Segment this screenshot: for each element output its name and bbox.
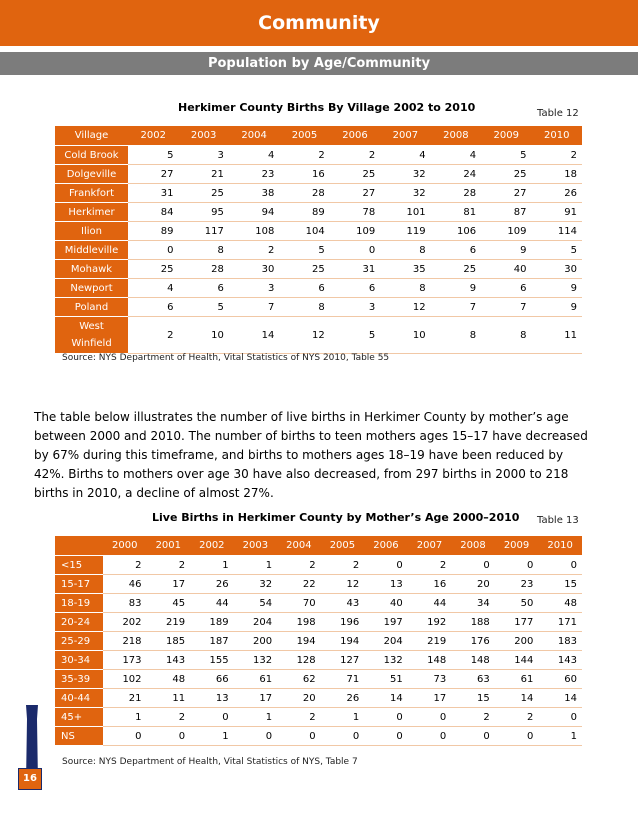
table-cell: 16	[408, 575, 452, 594]
column-header: 2001	[147, 536, 191, 556]
table-cell: 9	[431, 279, 481, 298]
table-cell: 155	[190, 651, 234, 670]
table-cell: 143	[538, 651, 582, 670]
table-cell: 0	[451, 556, 495, 575]
table-cell: 0	[103, 727, 147, 746]
births-by-age-table	[55, 536, 582, 746]
table-cell: 6	[481, 279, 531, 298]
table-row	[55, 317, 582, 354]
table-cell: 109	[481, 222, 531, 241]
table-cell: 44	[408, 594, 452, 613]
table-cell: 189	[190, 613, 234, 632]
column-header: 2006	[364, 536, 408, 556]
table-cell: 4	[380, 146, 430, 165]
table-cell: 204	[234, 613, 278, 632]
table-cell: 51	[364, 670, 408, 689]
table-row	[55, 651, 582, 670]
table-cell: 9	[532, 298, 583, 317]
births-by-village-table	[55, 126, 582, 354]
table-cell: 27	[330, 184, 380, 203]
table-cell: 27	[481, 184, 531, 203]
table-cell: 48	[147, 670, 191, 689]
table-cell: 219	[408, 632, 452, 651]
table-cell: 24	[431, 165, 481, 184]
table-cell: 32	[380, 165, 430, 184]
table-cell: 31	[330, 260, 380, 279]
table-cell: 71	[321, 670, 365, 689]
table-cell: 4	[229, 146, 279, 165]
table-cell: 5	[279, 241, 329, 260]
table-cell: 132	[234, 651, 278, 670]
table13-title: Live Births in Herkimer County by Mother’s Age 2000–2010	[152, 511, 520, 524]
table-cell: 87	[481, 203, 531, 222]
table-cell: 6	[279, 279, 329, 298]
table-cell: 14	[364, 689, 408, 708]
table-cell: 28	[431, 184, 481, 203]
table-cell: 0	[147, 727, 191, 746]
table-cell: 119	[380, 222, 430, 241]
row-label-line: West	[79, 321, 104, 332]
table-cell: 91	[532, 203, 583, 222]
table-cell: 0	[408, 727, 452, 746]
row-label: 35-39	[55, 670, 103, 689]
table-cell: 11	[147, 689, 191, 708]
table-cell: 0	[538, 708, 582, 727]
table-cell: 31	[128, 184, 178, 203]
table-cell: 8	[481, 317, 531, 354]
table-cell: 188	[451, 613, 495, 632]
table-cell: 21	[178, 165, 228, 184]
table-cell: 89	[279, 203, 329, 222]
table-cell: 35	[380, 260, 430, 279]
table-cell: 0	[330, 241, 380, 260]
table-cell: 0	[538, 556, 582, 575]
table-cell: 30	[532, 260, 583, 279]
table-cell: 12	[279, 317, 329, 354]
row-label	[55, 317, 128, 354]
table-cell: 13	[364, 575, 408, 594]
table-cell: 0	[234, 727, 278, 746]
table-cell: 0	[321, 727, 365, 746]
table-header-row	[55, 536, 582, 556]
table-cell: 61	[495, 670, 539, 689]
column-header: 2009	[495, 536, 539, 556]
table-cell: 2	[321, 556, 365, 575]
table-cell: 32	[234, 575, 278, 594]
row-label: NS	[55, 727, 103, 746]
table-cell: 30	[229, 260, 279, 279]
table-cell: 143	[147, 651, 191, 670]
table-cell: 26	[321, 689, 365, 708]
table-cell: 2	[495, 708, 539, 727]
table-cell: 194	[321, 632, 365, 651]
table-row	[55, 613, 582, 632]
row-label: 30-34	[55, 651, 103, 670]
table-cell: 83	[103, 594, 147, 613]
column-header: Village	[55, 126, 128, 146]
table-cell: 23	[229, 165, 279, 184]
table-cell: 1	[321, 708, 365, 727]
table-cell: 202	[103, 613, 147, 632]
table-cell: 114	[532, 222, 583, 241]
table-cell: 25	[178, 184, 228, 203]
column-header: 2005	[321, 536, 365, 556]
table-cell: 7	[229, 298, 279, 317]
table12-source: Source: NYS Department of Health, Vital Statistics of NYS 2010, Table 55	[62, 353, 390, 363]
table-cell: 2	[277, 708, 321, 727]
column-header: 2002	[128, 126, 178, 146]
table-row	[55, 575, 582, 594]
table-cell: 46	[103, 575, 147, 594]
table-cell: 176	[451, 632, 495, 651]
row-label: Frankfort	[55, 184, 128, 203]
row-label: Cold Brook	[55, 146, 128, 165]
column-header: 2007	[380, 126, 430, 146]
row-label: Mohawk	[55, 260, 128, 279]
table-cell: 0	[408, 708, 452, 727]
row-label: Poland	[55, 298, 128, 317]
table-cell: 104	[279, 222, 329, 241]
table-cell: 7	[431, 298, 481, 317]
row-label: Newport	[55, 279, 128, 298]
table-cell: 27	[128, 165, 178, 184]
table-cell: 81	[431, 203, 481, 222]
column-header: 2008	[431, 126, 481, 146]
table-cell: 173	[103, 651, 147, 670]
table-cell: 8	[380, 279, 430, 298]
column-header: 2004	[229, 126, 279, 146]
table-cell: 48	[538, 594, 582, 613]
table-cell: 17	[147, 575, 191, 594]
page-subtitle: Population by Age/Community	[0, 52, 638, 75]
table-cell: 32	[380, 184, 430, 203]
table-cell: 4	[431, 146, 481, 165]
table-cell: 22	[277, 575, 321, 594]
table-cell: 73	[408, 670, 452, 689]
table-cell: 0	[364, 708, 408, 727]
table-cell: 12	[321, 575, 365, 594]
table-cell: 6	[330, 279, 380, 298]
table-cell: 3	[330, 298, 380, 317]
table-cell: 62	[277, 670, 321, 689]
table-row	[55, 689, 582, 708]
table-cell: 10	[178, 317, 228, 354]
table-cell: 89	[128, 222, 178, 241]
table-cell: 1	[538, 727, 582, 746]
column-header: 2009	[481, 126, 531, 146]
table-cell: 94	[229, 203, 279, 222]
row-label: 20-24	[55, 613, 103, 632]
table-cell: 15	[538, 575, 582, 594]
table-cell: 0	[190, 708, 234, 727]
table-cell: 15	[451, 689, 495, 708]
table-cell: 0	[128, 241, 178, 260]
table-cell: 38	[229, 184, 279, 203]
table-cell: 1	[190, 556, 234, 575]
table-cell: 14	[495, 689, 539, 708]
table-cell: 194	[277, 632, 321, 651]
table-cell: 2	[330, 146, 380, 165]
table-cell: 66	[190, 670, 234, 689]
table13-source: Source: NYS Department of Health, Vital Statistics of NYS, Table 7	[62, 757, 358, 767]
table-cell: 5	[178, 298, 228, 317]
column-header: 2010	[538, 536, 582, 556]
table-cell: 44	[190, 594, 234, 613]
column-header: 2000	[103, 536, 147, 556]
table-row	[55, 670, 582, 689]
table-cell: 18	[532, 165, 583, 184]
table-cell: 128	[277, 651, 321, 670]
table-cell: 8	[178, 241, 228, 260]
table-cell: 132	[364, 651, 408, 670]
table-cell: 6	[178, 279, 228, 298]
table-cell: 109	[330, 222, 380, 241]
table-cell: 0	[451, 727, 495, 746]
table-cell: 2	[277, 556, 321, 575]
table-row	[55, 222, 582, 241]
table-cell: 2	[147, 556, 191, 575]
table-cell: 200	[495, 632, 539, 651]
table-cell: 25	[330, 165, 380, 184]
column-header: 2006	[330, 126, 380, 146]
table-cell: 127	[321, 651, 365, 670]
table-cell: 60	[538, 670, 582, 689]
page-title: Community	[0, 0, 638, 46]
column-header: 2010	[532, 126, 583, 146]
table-cell: 2	[229, 241, 279, 260]
table-row	[55, 298, 582, 317]
table-cell: 17	[234, 689, 278, 708]
table-row	[55, 632, 582, 651]
table-cell: 20	[451, 575, 495, 594]
table-cell: 9	[481, 241, 531, 260]
table-cell: 204	[364, 632, 408, 651]
column-header: 2003	[178, 126, 228, 146]
table-cell: 25	[279, 260, 329, 279]
table-cell: 9	[532, 279, 583, 298]
table-cell: 43	[321, 594, 365, 613]
row-label: 18-19	[55, 594, 103, 613]
row-label: Ilion	[55, 222, 128, 241]
table-cell: 8	[380, 241, 430, 260]
row-label: <15	[55, 556, 103, 575]
table-cell: 5	[532, 241, 583, 260]
table-cell: 14	[538, 689, 582, 708]
table-cell: 12	[380, 298, 430, 317]
row-label: 45+	[55, 708, 103, 727]
table-cell: 1	[234, 708, 278, 727]
table-row	[55, 165, 582, 184]
table-cell: 101	[380, 203, 430, 222]
row-label: Dolgeville	[55, 165, 128, 184]
table-cell: 25	[481, 165, 531, 184]
table-row	[55, 184, 582, 203]
table-cell: 34	[451, 594, 495, 613]
table-cell: 26	[532, 184, 583, 203]
table-cell: 198	[277, 613, 321, 632]
table-row	[55, 708, 582, 727]
table-row	[55, 260, 582, 279]
table-cell: 2	[103, 556, 147, 575]
table-cell: 28	[279, 184, 329, 203]
table-cell: 84	[128, 203, 178, 222]
table-cell: 70	[277, 594, 321, 613]
table-cell: 7	[481, 298, 531, 317]
table-cell: 2	[408, 556, 452, 575]
column-header: 2008	[451, 536, 495, 556]
table-cell: 6	[431, 241, 481, 260]
table-cell: 192	[408, 613, 452, 632]
table-cell: 3	[178, 146, 228, 165]
body-paragraph: The table below illustrates the number of live births in Herkimer County by mother’s age between 2000 and 2010. The number of births to teen mothers ages 15–17 have decreased by 67% during this timeframe, and births to mothers ages 18–19 have been reduced by 42%. Births to mothers over age 30 have also decreased, from 297 births in 2000 to 218 births in 2010, a decline of almost 27%.	[34, 410, 588, 500]
table-row	[55, 556, 582, 575]
table-cell: 50	[495, 594, 539, 613]
row-label: 15-17	[55, 575, 103, 594]
table-cell: 171	[538, 613, 582, 632]
table-cell: 2	[532, 146, 583, 165]
row-label: Herkimer	[55, 203, 128, 222]
table-cell: 25	[431, 260, 481, 279]
table-cell: 25	[128, 260, 178, 279]
table-header-row	[55, 126, 582, 146]
table-cell: 40	[364, 594, 408, 613]
table-cell: 28	[178, 260, 228, 279]
column-header: 2004	[277, 536, 321, 556]
table-cell: 0	[364, 556, 408, 575]
table12-number: Table 12	[537, 108, 579, 119]
table-cell: 5	[128, 146, 178, 165]
table-cell: 183	[538, 632, 582, 651]
table-row	[55, 594, 582, 613]
table-cell: 61	[234, 670, 278, 689]
table-cell: 196	[321, 613, 365, 632]
table-cell: 40	[481, 260, 531, 279]
table-cell: 54	[234, 594, 278, 613]
table-cell: 4	[128, 279, 178, 298]
row-label: 40-44	[55, 689, 103, 708]
table-cell: 8	[279, 298, 329, 317]
table-cell: 0	[364, 727, 408, 746]
table-cell: 10	[380, 317, 430, 354]
table-cell: 144	[495, 651, 539, 670]
table-cell: 26	[190, 575, 234, 594]
column-header-blank	[55, 536, 103, 556]
table-cell: 197	[364, 613, 408, 632]
table-cell: 1	[103, 708, 147, 727]
row-label: Middleville	[55, 241, 128, 260]
table13-number: Table 13	[537, 515, 579, 526]
table-cell: 177	[495, 613, 539, 632]
row-label-line: Winfield	[71, 338, 112, 349]
table-row	[55, 203, 582, 222]
table-cell: 3	[229, 279, 279, 298]
table-cell: 11	[532, 317, 583, 354]
table-cell: 187	[190, 632, 234, 651]
row-label: 25-29	[55, 632, 103, 651]
table-cell: 1	[234, 556, 278, 575]
table-cell: 17	[408, 689, 452, 708]
table-cell: 5	[330, 317, 380, 354]
table-cell: 148	[451, 651, 495, 670]
table-cell: 13	[190, 689, 234, 708]
column-header: 2005	[279, 126, 329, 146]
table-cell: 117	[178, 222, 228, 241]
table-cell: 219	[147, 613, 191, 632]
table-cell: 21	[103, 689, 147, 708]
table-cell: 106	[431, 222, 481, 241]
table-cell: 6	[128, 298, 178, 317]
table-cell: 200	[234, 632, 278, 651]
table-cell: 102	[103, 670, 147, 689]
column-header: 2007	[408, 536, 452, 556]
table-cell: 2	[451, 708, 495, 727]
table-cell: 5	[481, 146, 531, 165]
table-cell: 0	[277, 727, 321, 746]
table-cell: 0	[495, 556, 539, 575]
table-cell: 14	[229, 317, 279, 354]
table-row	[55, 279, 582, 298]
table-row	[55, 146, 582, 165]
page-number: 16	[18, 768, 42, 790]
table-cell: 2	[128, 317, 178, 354]
table-cell: 20	[277, 689, 321, 708]
table-cell: 16	[279, 165, 329, 184]
table-cell: 108	[229, 222, 279, 241]
column-header: 2002	[190, 536, 234, 556]
table-cell: 1	[190, 727, 234, 746]
table-cell: 2	[279, 146, 329, 165]
table-row	[55, 727, 582, 746]
table-cell: 45	[147, 594, 191, 613]
table-cell: 8	[431, 317, 481, 354]
table-cell: 148	[408, 651, 452, 670]
column-header: 2003	[234, 536, 278, 556]
table-row	[55, 241, 582, 260]
table-cell: 78	[330, 203, 380, 222]
table-cell: 185	[147, 632, 191, 651]
table-cell: 63	[451, 670, 495, 689]
table-cell: 2	[147, 708, 191, 727]
table-cell: 218	[103, 632, 147, 651]
table-cell: 23	[495, 575, 539, 594]
table-cell: 0	[495, 727, 539, 746]
table12-title: Herkimer County Births By Village 2002 to 2010	[178, 101, 476, 114]
table-cell: 95	[178, 203, 228, 222]
